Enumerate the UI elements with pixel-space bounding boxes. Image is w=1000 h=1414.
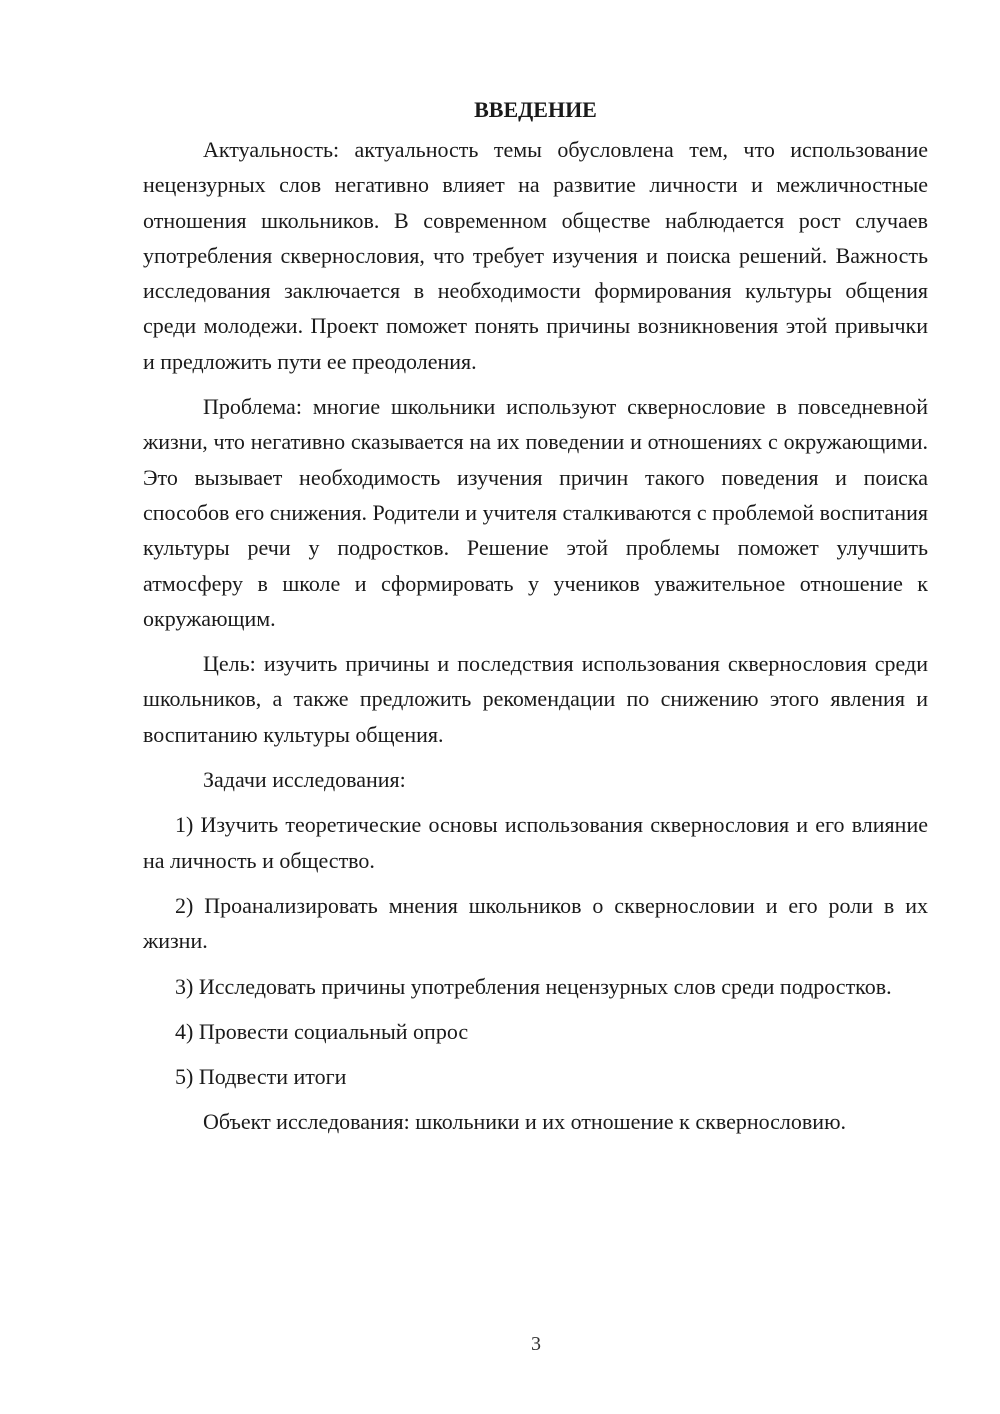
section-heading: ВВЕДЕНИЕ xyxy=(474,97,597,122)
research-object-paragraph: Объект исследования: школьники и их отношение к сквернословию. xyxy=(203,1109,847,1135)
relevance-paragraph: Актуальность: актуальность темы обусловлена тем, что использование нецензурных слов негативно влияет на развитие личности и межличностные отношения школьников. В современном обществе наблюдается рост случаев употребления сквернословия, что требует изучения и поиска решений. Важность исследования заключается в необходимости формирования культуры общения среди молодежи. Проект поможет понять причины возникновения этой привычки и предложить пути ее преодоления. xyxy=(143,137,928,374)
task-item: 2) Проанализировать мнения школьников о сквернословии и его роли в их жизни. xyxy=(143,892,928,954)
tasks-title: Задачи исследования: xyxy=(203,767,406,793)
task-item: 4) Провести социальный опрос xyxy=(175,1018,469,1044)
goal-paragraph: Цель: изучить причины и последствия использования сквернословия среди школьников, а также предложить рекомендации по снижению этого явления и воспитанию культуры общения. xyxy=(143,651,928,747)
page-number: 3 xyxy=(531,1333,541,1355)
problem-paragraph: Проблема: многие школьники используют сквернословие в повседневной жизни, что негативно сказывается на их поведении и отношениях с окружающими. Это вызывает необходимость изучения причин такого поведения и поиска способов его снижения. Родители и учителя сталкиваются с проблемой воспитания культуры речи у подростков. Решение этой проблемы поможет улучшить атмосферу в школе и сформировать у учеников уважительное отношение к окружающим. xyxy=(143,394,928,631)
task-item: 1) Изучить теоретические основы использования сквернословия и его влияние на личность и общество. xyxy=(143,812,928,873)
document-page xyxy=(143,92,928,1140)
task-item: 5) Подвести итоги xyxy=(175,1064,347,1090)
task-item: 3) Исследовать причины употребления нецензурных слов среди подростков. xyxy=(175,973,892,999)
